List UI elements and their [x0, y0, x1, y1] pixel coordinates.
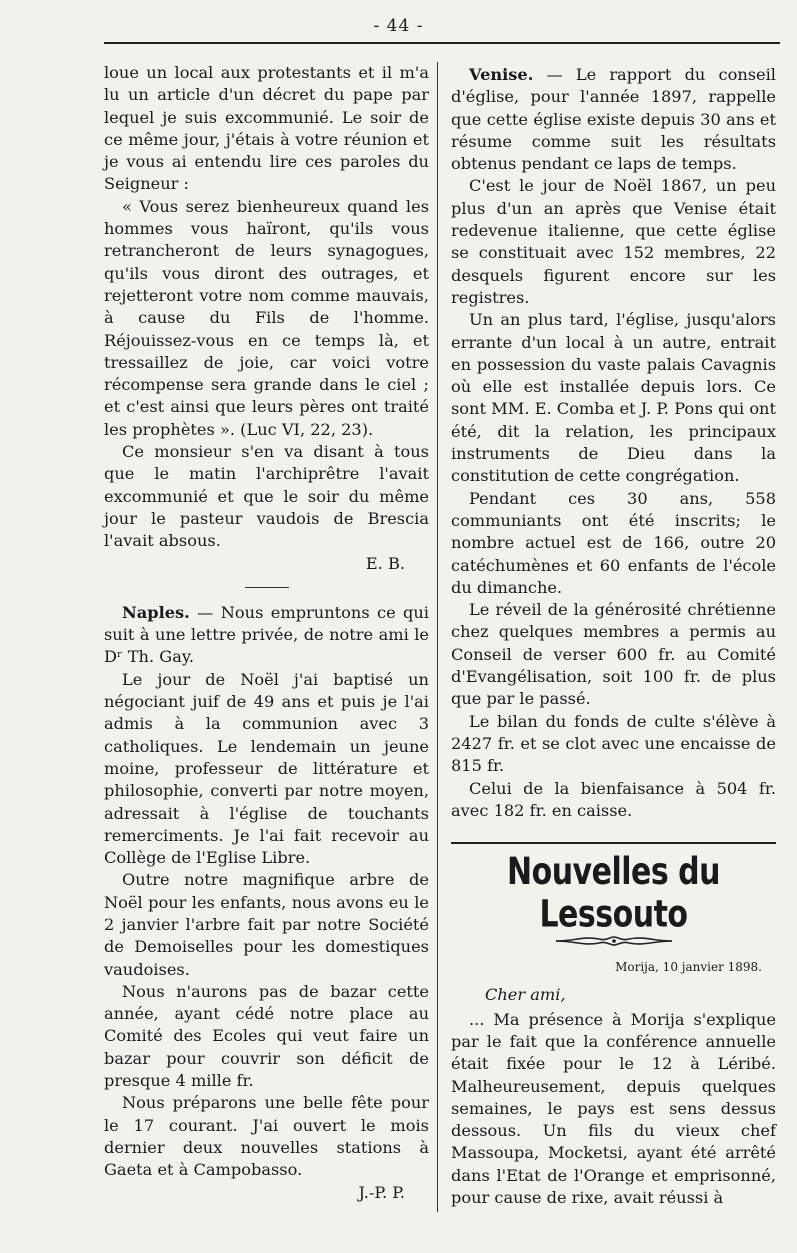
paragraph: Le réveil de la générosité chrétienne chez quelques membres a permis au Conseil de verser 600 fr. au Comité d'Evangélisation, soit 100 fr. de plus que par le passé. [451, 600, 776, 709]
paragraph: Pendant ces 30 ans, 558 communiants ont été inscrits; le nombre actuel est de 166, outre 20 catéchumènes et 60 enfants de l'école du dimanche. [451, 488, 776, 597]
paragraph: Nous préparons une belle fête pour le 17 courant. J'ai ouvert le mois dernier deux nouvelles stations à Gaeta et à Campobasso. [104, 1093, 429, 1180]
signature: J.-P. P. [358, 1182, 405, 1202]
section-rule [451, 842, 776, 844]
page-number: - 44 - [373, 16, 424, 36]
venise-article-intro [451, 64, 776, 175]
paragraph: ... Ma présence à Morija s'explique par le fait que la conférence annuelle était fixée pour le 12 à Léribé. Malheureusement, depuis quelques semaines, le pays est sens dessus dessous. Un fils du vieux chef Massoupa, Mocketsi, ayant été arrêté dans l'Etat de l'Orange et emprisonné, pour cause de rixe, avait réussi à [451, 1009, 776, 1208]
left-column [104, 62, 429, 1204]
paragraph: loue un local aux protestants et il m'a lu un article d'un décret du pape par lequel je suis excommunié. Le soir de ce même jour, j'étais à votre réunion et je vous ai entendu lire ces paroles du Seigneur : [104, 63, 429, 194]
column-divider [437, 62, 438, 1212]
paragraph: Un an plus tard, l'église, jusqu'alors errante d'un local à un autre, entrait en possession du vaste palais Cavagnis où elle est installée depuis lors. Ce sont MM. E. Comba et J. P. Pons qui ont été, dit la relation, les principaux instruments de Dieu dans la constitution de cette congrégation. [451, 310, 776, 486]
header-rule [104, 42, 780, 44]
article-heading: Naples. [122, 602, 190, 622]
paragraph: Le jour de Noël j'ai baptisé un négociant juif de 49 ans et puis je l'ai admis à la communion avec 3 catholiques. Le lendemain un jeune moine, professeur de littérature et philosophie, converti par notre moyen, adressait à l'église de touchants remerciments. Je l'ai fait recevoir au Collège de l'Eglise Libre. [104, 669, 429, 868]
dateline: Morija, 10 janvier 1898. [615, 960, 762, 975]
paragraph: Outre notre magnifique arbre de Noël pour les enfants, nous avons eu le 2 janvier l'arbre fait par notre Société de Demoiselles pour les domestiques vaudoises. [104, 870, 429, 979]
scripture-quote: « Vous serez bienheureux quand les hommes vous haïront, qu'ils vous retrancheront de leurs synagogues, qu'ils vous diront des outrages, et rejetteront votre nom comme mauvais, à cause du Fils de l'homme. Réjouissez-vous en ce temps là, et tressaillez de joie, car voici votre récompense sera grande dans le ciel ; et c'est ainsi que leurs pères ont traité les prophètes ». (Luc VI, 22, 23). [104, 196, 429, 439]
article-intro-text: — Nous empruntons ce qui suit à une lettre privée, de notre ami le Dʳ Th. Gay. [104, 602, 429, 667]
separator-rule [245, 587, 289, 588]
article-intro-text: — Le rapport du conseil d'église, pour l'année 1897, rappelle que cette église existe depuis 30 ans et résume comme suit les résultats obtenus pendant ce laps de temps. [451, 65, 776, 174]
article-heading: Venise. [469, 65, 534, 84]
section-title: Nouvelles du Lessouto [506, 850, 721, 937]
signature: E. B. [365, 553, 405, 573]
salutation: Cher ami, [485, 985, 566, 1005]
paragraph: C'est le jour de Noël 1867, un peu plus d'un an après que Venise était redevenue italienne, que cette église se constituait avec 152 membres, 22 desquels figurent encore sur les registres. [451, 176, 776, 307]
paragraph: Le bilan du fonds de culte s'élève à 2427 fr. et se clot avec une encaisse de 815 fr. [451, 711, 776, 776]
paragraph: Celui de la bienfaisance à 504 fr. avec 182 fr. en caisse. [451, 778, 776, 820]
right-column [451, 64, 776, 1209]
paragraph: Nous n'aurons pas de bazar cette année, ayant cédé notre place au Comité des Ecoles qui veut faire un bazar pour couvrir son déficit de presque 4 mille fr. [104, 981, 429, 1091]
paragraph: Ce monsieur s'en va disant à tous que le matin l'archiprêtre l'avait excommunié et que le soir du même jour le pasteur vaudois de Brescia l'avait absous. [104, 442, 429, 551]
naples-article-intro [104, 602, 429, 669]
